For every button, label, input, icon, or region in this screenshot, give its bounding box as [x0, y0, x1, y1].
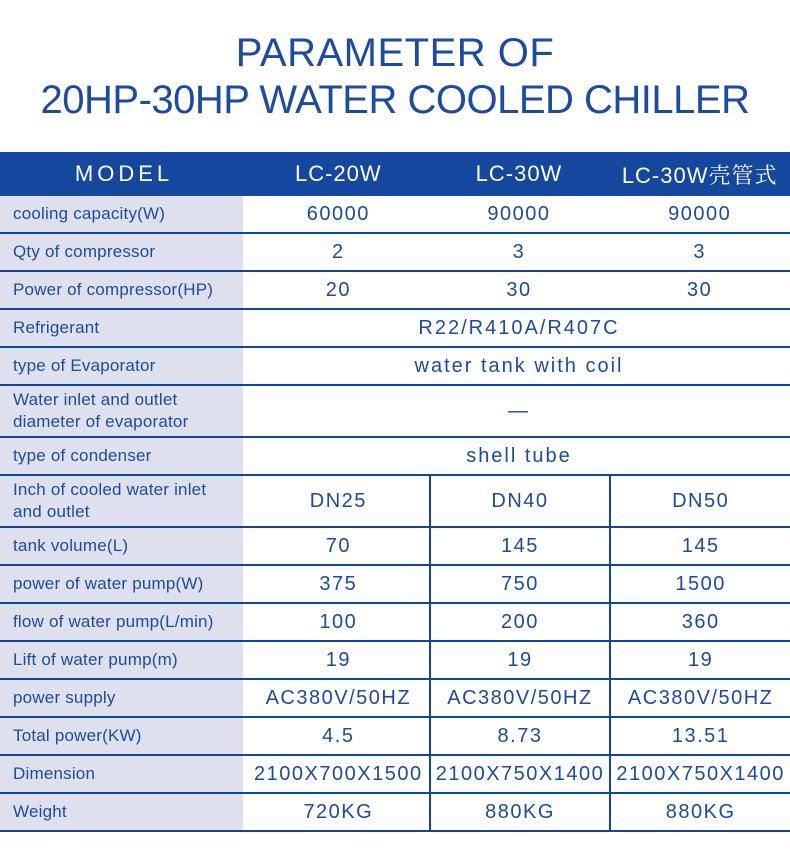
row-label: Weight	[0, 794, 248, 830]
row-label: cooling capacity(W)	[0, 196, 248, 232]
cell-value: 145	[429, 528, 610, 564]
table-row-total-power	[0, 718, 790, 756]
cell-value: 3	[693, 240, 706, 263]
row-label: Lift of water pump(m)	[0, 642, 248, 678]
row-label: power of water pump(W)	[0, 566, 248, 602]
cell-value: 3	[512, 240, 526, 263]
cell-value: 2100X700X1500	[254, 762, 423, 785]
cell-value: 1500	[609, 566, 790, 602]
row-label: type of condenser	[0, 438, 248, 474]
table-row-tank-volume	[0, 528, 790, 566]
title-line-2: 20HP-30HP WATER COOLED CHILLER	[40, 78, 750, 123]
column-header-model: MODEL	[74, 161, 174, 186]
cell-value: DN40	[429, 476, 610, 526]
table-row-water-inlet-outlet-diameter	[0, 386, 790, 438]
cell-merged-value: —	[508, 399, 530, 422]
table-row-power-supply	[0, 680, 790, 718]
cell-value: 19	[429, 642, 610, 678]
row-label: Total power(KW)	[0, 718, 248, 754]
cell-value: 145	[609, 528, 790, 564]
cell-value: 880KG	[609, 794, 790, 830]
row-label: flow of water pump(L/min)	[0, 604, 248, 640]
cell-value: 360	[609, 604, 790, 640]
cell-value: DN25	[309, 489, 367, 512]
cell-value: 750	[429, 566, 610, 602]
row-label: Inch of cooled water inlet and outlet	[0, 476, 248, 526]
row-label: Water inlet and outlet diameter of evaporator	[0, 386, 248, 436]
cell-value: 70	[325, 534, 351, 557]
cell-merged-value: water tank with coil	[414, 354, 624, 377]
table-row-power-of-water-pump	[0, 566, 790, 604]
row-label: Refrigerant	[0, 310, 248, 346]
column-header-lc30w: LC-30W	[475, 161, 563, 186]
cell-value: AC380V/50HZ	[265, 686, 412, 709]
cell-value: 19	[609, 642, 790, 678]
row-label: Power of compressor(HP)	[0, 272, 248, 308]
cell-value: 19	[325, 648, 351, 671]
cell-value: AC380V/50HZ	[429, 680, 610, 716]
parameter-table	[0, 152, 790, 832]
table-row-type-of-evaporator	[0, 348, 790, 386]
table-header-row	[0, 152, 790, 196]
column-header-lc20w: LC-20W	[294, 161, 382, 186]
table-row-inch-of-cooled-water-inlet	[0, 476, 790, 528]
table-row-flow-of-water-pump	[0, 604, 790, 642]
cell-value: AC380V/50HZ	[609, 680, 790, 716]
cell-value: 2100X750X1400	[429, 756, 610, 792]
table-row-weight	[0, 794, 790, 832]
row-label: tank volume(L)	[0, 528, 248, 564]
cell-value: 375	[319, 572, 358, 595]
table-row-dimension	[0, 756, 790, 794]
cell-value: 880KG	[429, 794, 610, 830]
cell-value: 2100X750X1400	[609, 756, 790, 792]
cell-value: 30	[506, 278, 532, 301]
cell-value: 90000	[668, 202, 732, 225]
row-label: Qty of compressor	[0, 234, 248, 270]
cell-value: 13.51	[609, 718, 790, 754]
cell-value: 720KG	[303, 800, 374, 823]
row-label: Dimension	[0, 756, 248, 792]
cell-value: 100	[319, 610, 358, 633]
cell-value: 4.5	[322, 724, 355, 747]
cell-value: DN50	[609, 476, 790, 526]
table-row-refrigerant	[0, 310, 790, 348]
cell-value: 8.73	[429, 718, 610, 754]
page-title	[0, 0, 790, 152]
table-row-power-of-compressor	[0, 272, 790, 310]
cell-merged-value: shell tube	[466, 444, 572, 467]
cell-merged-value: R22/R410A/R407C	[418, 316, 620, 339]
cell-value: 2	[332, 240, 345, 263]
table-row-type-of-condenser	[0, 438, 790, 476]
cell-value: 60000	[306, 202, 370, 225]
table-row-cooling-capacity	[0, 196, 790, 234]
row-label: power supply	[0, 680, 248, 716]
row-label: type of Evaporator	[0, 348, 248, 384]
column-header-lc30w-shell-tube: LC-30W壳管式	[621, 162, 778, 188]
cell-value: 30	[687, 278, 713, 301]
cell-value: 90000	[487, 202, 551, 225]
table-row-lift-of-water-pump	[0, 642, 790, 680]
cell-value: 20	[325, 278, 351, 301]
table-row-qty-of-compressor	[0, 234, 790, 272]
cell-value: 200	[429, 604, 610, 640]
title-line-1: PARAMETER OF	[235, 31, 555, 75]
